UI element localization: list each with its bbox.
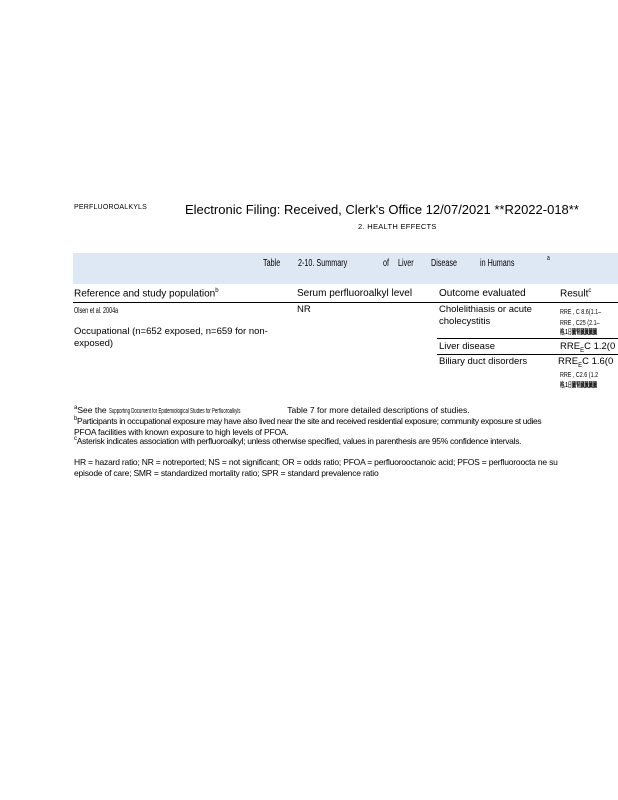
table-title-word-6: in Humans xyxy=(480,258,515,269)
result-biliary-duct-3: 格,1日臓腎臓臓臓臓 xyxy=(560,382,598,389)
population-line-2: exposed) xyxy=(74,338,114,349)
column-header-result-sup: c xyxy=(588,288,592,294)
row-rule-2 xyxy=(437,354,618,355)
column-header-reference-sup: b xyxy=(215,288,219,294)
footnote-b-line-1: $^b$Participants in occupational exposure may have also lived near the site and received residential exposure; community exposure st udies xyxy=(74,416,542,426)
result-cholelithiasis-3: 格,1日臓腎臓臓臓臓 xyxy=(560,329,598,336)
column-header-outcome: Outcome evaluated xyxy=(439,288,526,299)
column-header-reference xyxy=(74,288,219,299)
table-title-word-5: Disease xyxy=(431,258,458,269)
header-rule xyxy=(73,302,618,303)
footnote-c-text: Asterisk indicates association with perfluoroalkyl; unless otherwise specified, values in parenthesis are 95% confidence intervals. xyxy=(76,436,522,446)
abbreviations-line-1: HR = hazard ratio; NR = notreported; NS = not significant; OR = odds ratio; PFOA = perfluorooctanoic acid; PFOS = perfluoroocta ne su xyxy=(74,457,558,467)
result-cholelithiasis-2: RRE , C25 (2.1– xyxy=(560,318,600,327)
table-title-word-1: Table xyxy=(263,258,281,269)
column-header-result-label: Result xyxy=(560,288,589,300)
column-header-serum: Serum perfluoroalkyl level xyxy=(297,288,413,299)
outcome-biliary-duct: Biliary duct disorders xyxy=(439,356,528,367)
result-biliary-duct-1: $RRE_EC$ 1.6(0 xyxy=(558,356,614,369)
footnote-a: $^a$See the Supporting Document for Epidemiological Studies for Perfluoroalkyls Table 7 for more detailed descriptions of studies. xyxy=(74,405,470,415)
footnote-c: $^c$Asterisk indicates association with perfluoroalkyl; unless otherwise specified, values in parenthesis are 95% confidence intervals. xyxy=(74,436,522,446)
table-title-word-2: 2-10. Summary xyxy=(298,258,348,269)
outcome-liver-disease: Liver disease xyxy=(439,341,495,352)
table-title-word-4: Liver xyxy=(398,258,414,269)
result-liver-disease: $RRE_EC$ 1.2(0 xyxy=(560,341,616,354)
outcome-cholelithiasis-line-2: cholecystitis xyxy=(439,316,491,327)
row-rule-1 xyxy=(437,338,618,339)
result-biliary-duct-2: RRE , C2.6 (1.2 xyxy=(560,370,599,379)
footnote-a-prefix: See the xyxy=(77,405,107,415)
serum-level-value: NR xyxy=(297,304,311,315)
result-liver-disease-value: C 1.2(0 xyxy=(584,341,616,352)
result-biliary-duct-value: C 1.6(0 xyxy=(582,356,614,367)
citation-olsen-2004a: Olsen et al. 2004a xyxy=(74,306,119,315)
footnote-a-rest: Table 7 for more detailed descriptions of studies. xyxy=(287,405,470,415)
outcome-cholelithiasis-line-1: Cholelithiasis or acute xyxy=(439,304,532,315)
column-header-reference-label: Reference and study population xyxy=(74,288,216,300)
abbreviations-line-2: episode of care; SMR = standardized mortality ratio; SPR = standard prevalence ratio xyxy=(74,468,379,478)
column-header-result xyxy=(560,288,591,299)
table-title-word-3: of xyxy=(383,258,390,269)
table-title-footnote-mark: a xyxy=(547,255,550,262)
running-header-left: PERFLUOROALKYLS xyxy=(74,204,148,211)
result-cholelithiasis-1: RRE , C 8.6(1.1– xyxy=(560,307,602,316)
section-label: 2. HEALTH EFFECTS xyxy=(358,222,437,231)
footnote-b-line-2: PFOA facilities with known exposure to high levels of PFOA. xyxy=(74,427,289,437)
filing-stamp: Electronic Filing: Received, Clerk's Office 12/07/2021 **R2022-018** xyxy=(185,202,579,217)
population-line-1: Occupational (n=652 exposed, n=659 for non- xyxy=(74,326,268,337)
result-liver-disease-label: RRE xyxy=(560,341,581,352)
result-biliary-duct-label: RRE xyxy=(558,356,579,367)
footnote-a-document: Supporting Document for Epidemiological Studies for Perfluoroalkyls xyxy=(109,408,241,415)
footnote-b-text-1: Participants in occupational exposure may have also lived near the site and received residential exposure; community exposure st udies xyxy=(77,416,542,426)
